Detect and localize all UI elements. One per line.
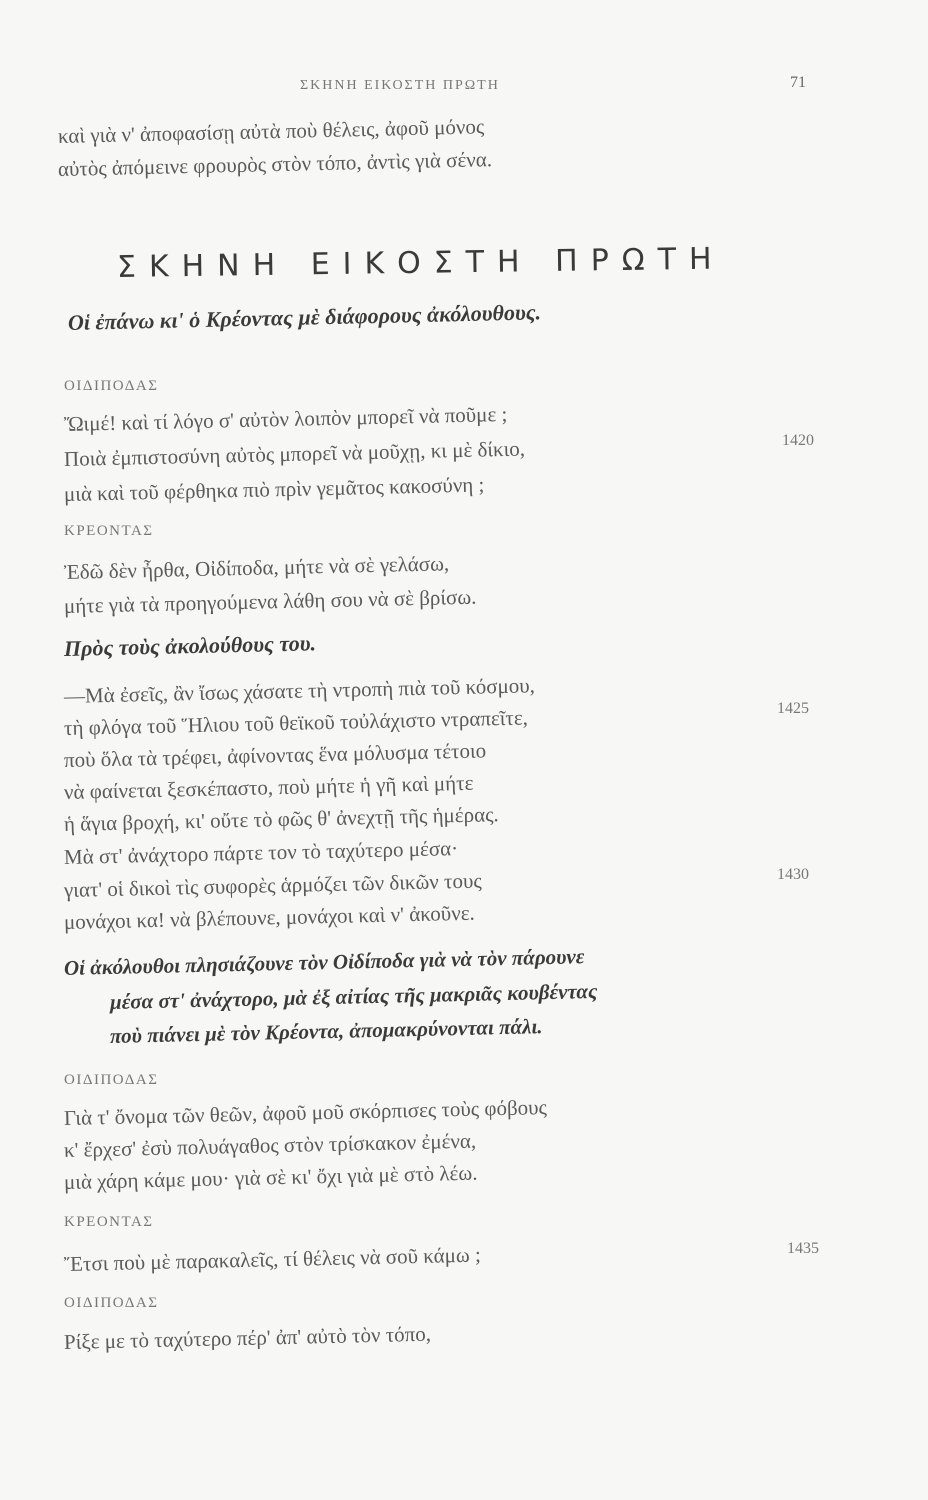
verse-line: αὐτὸς ἀπόμεινε φρουρὸς στὸν τόπο, ἀντὶς γιὰ σένα.: [57, 147, 493, 181]
verse-line: μιὰ χάρη κάμε μου· γιὰ σὲ κι' ὄχι γιὰ μὲ στὸ λέω.: [63, 1160, 478, 1194]
verse-line: μιὰ καὶ τοῦ φέρθηκα πιὸ πρὶν γεμᾶτος κακοσύνη ;: [63, 472, 485, 506]
verse-line: μήτε γιὰ τὰ προηγούμενα λάθη σου νὰ σὲ βρίσω.: [63, 584, 477, 618]
page-number: 71: [790, 74, 806, 91]
stage-direction: μέσα στ' ἀνάχτορο, μὰ ἐξ αἰτίας τῆς μακριᾶς κουβέντας: [109, 978, 598, 1014]
verse-line: —Μὰ ἐσεῖς, ἂν ἴσως χάσατε τὴ ντροπὴ πιὰ τοῦ κόσμου,: [63, 673, 536, 708]
speaker-name: ΟΙΔΙΠΟΔΑΣ: [64, 1072, 159, 1088]
stage-direction: ποὺ πιάνει μὲ τὸν Κρέοντα, ἀπομακρύνονται πάλι.: [109, 1014, 543, 1048]
verse-line: ποὺ ὅλα τὰ τρέφει, ἀφίνοντας ἕνα μόλυσμα τέτοιο: [63, 738, 487, 772]
verse-line: Ποιὰ ἐμπιστοσύνη αὐτὸς μπορεῖ νὰ μοῦχῃ, κι μὲ δίκιο,: [63, 436, 526, 471]
stage-direction: Οἱ ἐπάνω κι' ὁ Κρέοντας μὲ διάφορους ἀκόλουθους.: [67, 299, 542, 335]
verse-line: Μὰ στ' ἀνάχτορο πάρτε τον τὸ ταχύτερο μέσα·: [63, 836, 459, 869]
verse-line: Ἐδῶ δὲν ἦρθα, Οἰδίποδα, μήτε νὰ σὲ γελάσω,: [63, 551, 450, 584]
verse-line: ἡ ἅγια βροχή, κι' οὔτε τὸ φῶς θ' ἀνεχτῇ τῆς ἡμέρας.: [63, 802, 499, 836]
verse-line: Ρίξε με τὸ ταχύτερο πέρ' ἀπ' αὐτὸ τὸν τόπο,: [63, 1321, 432, 1354]
line-number: 1435: [787, 1240, 819, 1257]
line-number: 1430: [777, 866, 809, 883]
line-number: 1420: [782, 432, 814, 449]
verse-line: Ἔτσι ποὺ μὲ παρακαλεῖς, τί θέλεις νὰ σοῦ κάμω ;: [63, 1242, 482, 1276]
stage-direction: Πρὸς τοὺς ἀκολούθους του.: [63, 630, 317, 661]
verse-line: νὰ φαίνεται ξεσκέπαστο, ποὺ μήτε ἡ γῆ καὶ μήτε: [63, 770, 474, 804]
verse-line: τὴ φλόγα τοῦ Ἥλιου τοῦ θεϊκοῦ τοὐλάχιστο ντραπεῖτε,: [63, 705, 529, 740]
verse-line: γιατ' οἱ δικοὶ τὶς συφορὲς ἁρμόζει τῶν δικῶν τους: [63, 868, 482, 902]
speaker-name: ΚΡΕΟΝΤΑΣ: [64, 1214, 154, 1230]
speaker-name: ΟΙΔΙΠΟΔΑΣ: [64, 1295, 159, 1311]
speaker-name: ΚΡΕΟΝΤΑΣ: [64, 523, 154, 539]
verse-line: καὶ γιὰ ν' ἀποφασίσῃ αὐτὰ ποὺ θέλεις, ἀφοῦ μόνος: [57, 114, 485, 148]
line-number: 1425: [777, 700, 809, 717]
verse-line: Γιὰ τ' ὄνομα τῶν θεῶν, ἀφοῦ μοῦ σκόρπισες τοὺς φόβους: [63, 1095, 548, 1130]
speaker-name: ΟΙΔΙΠΟΔΑΣ: [64, 378, 159, 394]
verse-line: μονάχοι κα! νὰ βλέπουνε, μονάχοι καὶ ν' ἀκοῦνε.: [63, 900, 476, 934]
verse-line: Ὤιμέ! καὶ τί λόγο σ' αὐτὸν λοιπὸν μπορεῖ νὰ ποῦμε ;: [63, 401, 508, 436]
running-header: ΣΚΗΝΗ ΕΙΚΟΣΤΗ ΠΡΩΤΗ: [300, 78, 500, 93]
verse-line: κ' ἔρχεσ' ἐσὺ πολυάγαθος στὸν τρίσκακον ἐμένα,: [63, 1128, 477, 1162]
stage-direction: Οἱ ἀκόλουθοι πλησιάζουνε τὸν Οἰδίποδα γιὰ νὰ τὸν πάρουνε: [63, 944, 585, 980]
scene-title: ΣΚΗΝΗ ΕΙΚΟΣΤΗ ΠΡΩΤΗ: [116, 241, 725, 285]
